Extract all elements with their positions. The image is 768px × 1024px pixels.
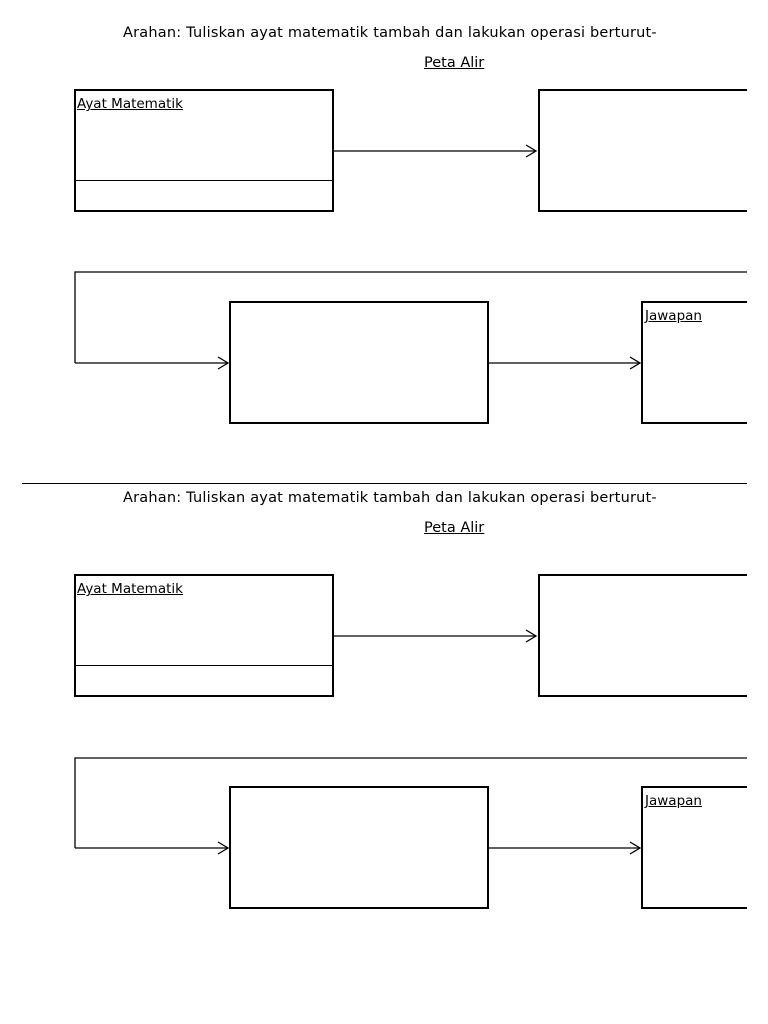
answer-box[interactable] [641,786,747,909]
flow-map-section-2 [0,485,747,970]
box-divider [76,665,332,666]
instruction-text: Arahan: Tuliskan ayat matematik tambah dan lakukan operasi berturut- [123,490,657,506]
step-box-2[interactable] [229,786,489,909]
answer-label: Jawapan [645,793,702,809]
step-box-1[interactable] [538,574,747,697]
math-sentence-box[interactable] [74,89,334,212]
instruction-text: Arahan: Tuliskan ayat matematik tambah dan lakukan operasi berturut- [123,25,657,41]
answer-label: Jawapan [645,308,702,324]
answer-box[interactable] [641,301,747,424]
math-sentence-label: Ayat Matematik [77,96,183,112]
flow-map-section-1 [0,0,747,485]
step-box-2[interactable] [229,301,489,424]
math-sentence-box[interactable] [74,574,334,697]
box-divider [76,180,332,181]
flow-map-title: Peta Alir [424,520,485,536]
section-separator [22,483,747,484]
step-box-1[interactable] [538,89,747,212]
flow-map-title: Peta Alir [424,55,485,71]
math-sentence-label: Ayat Matematik [77,581,183,597]
